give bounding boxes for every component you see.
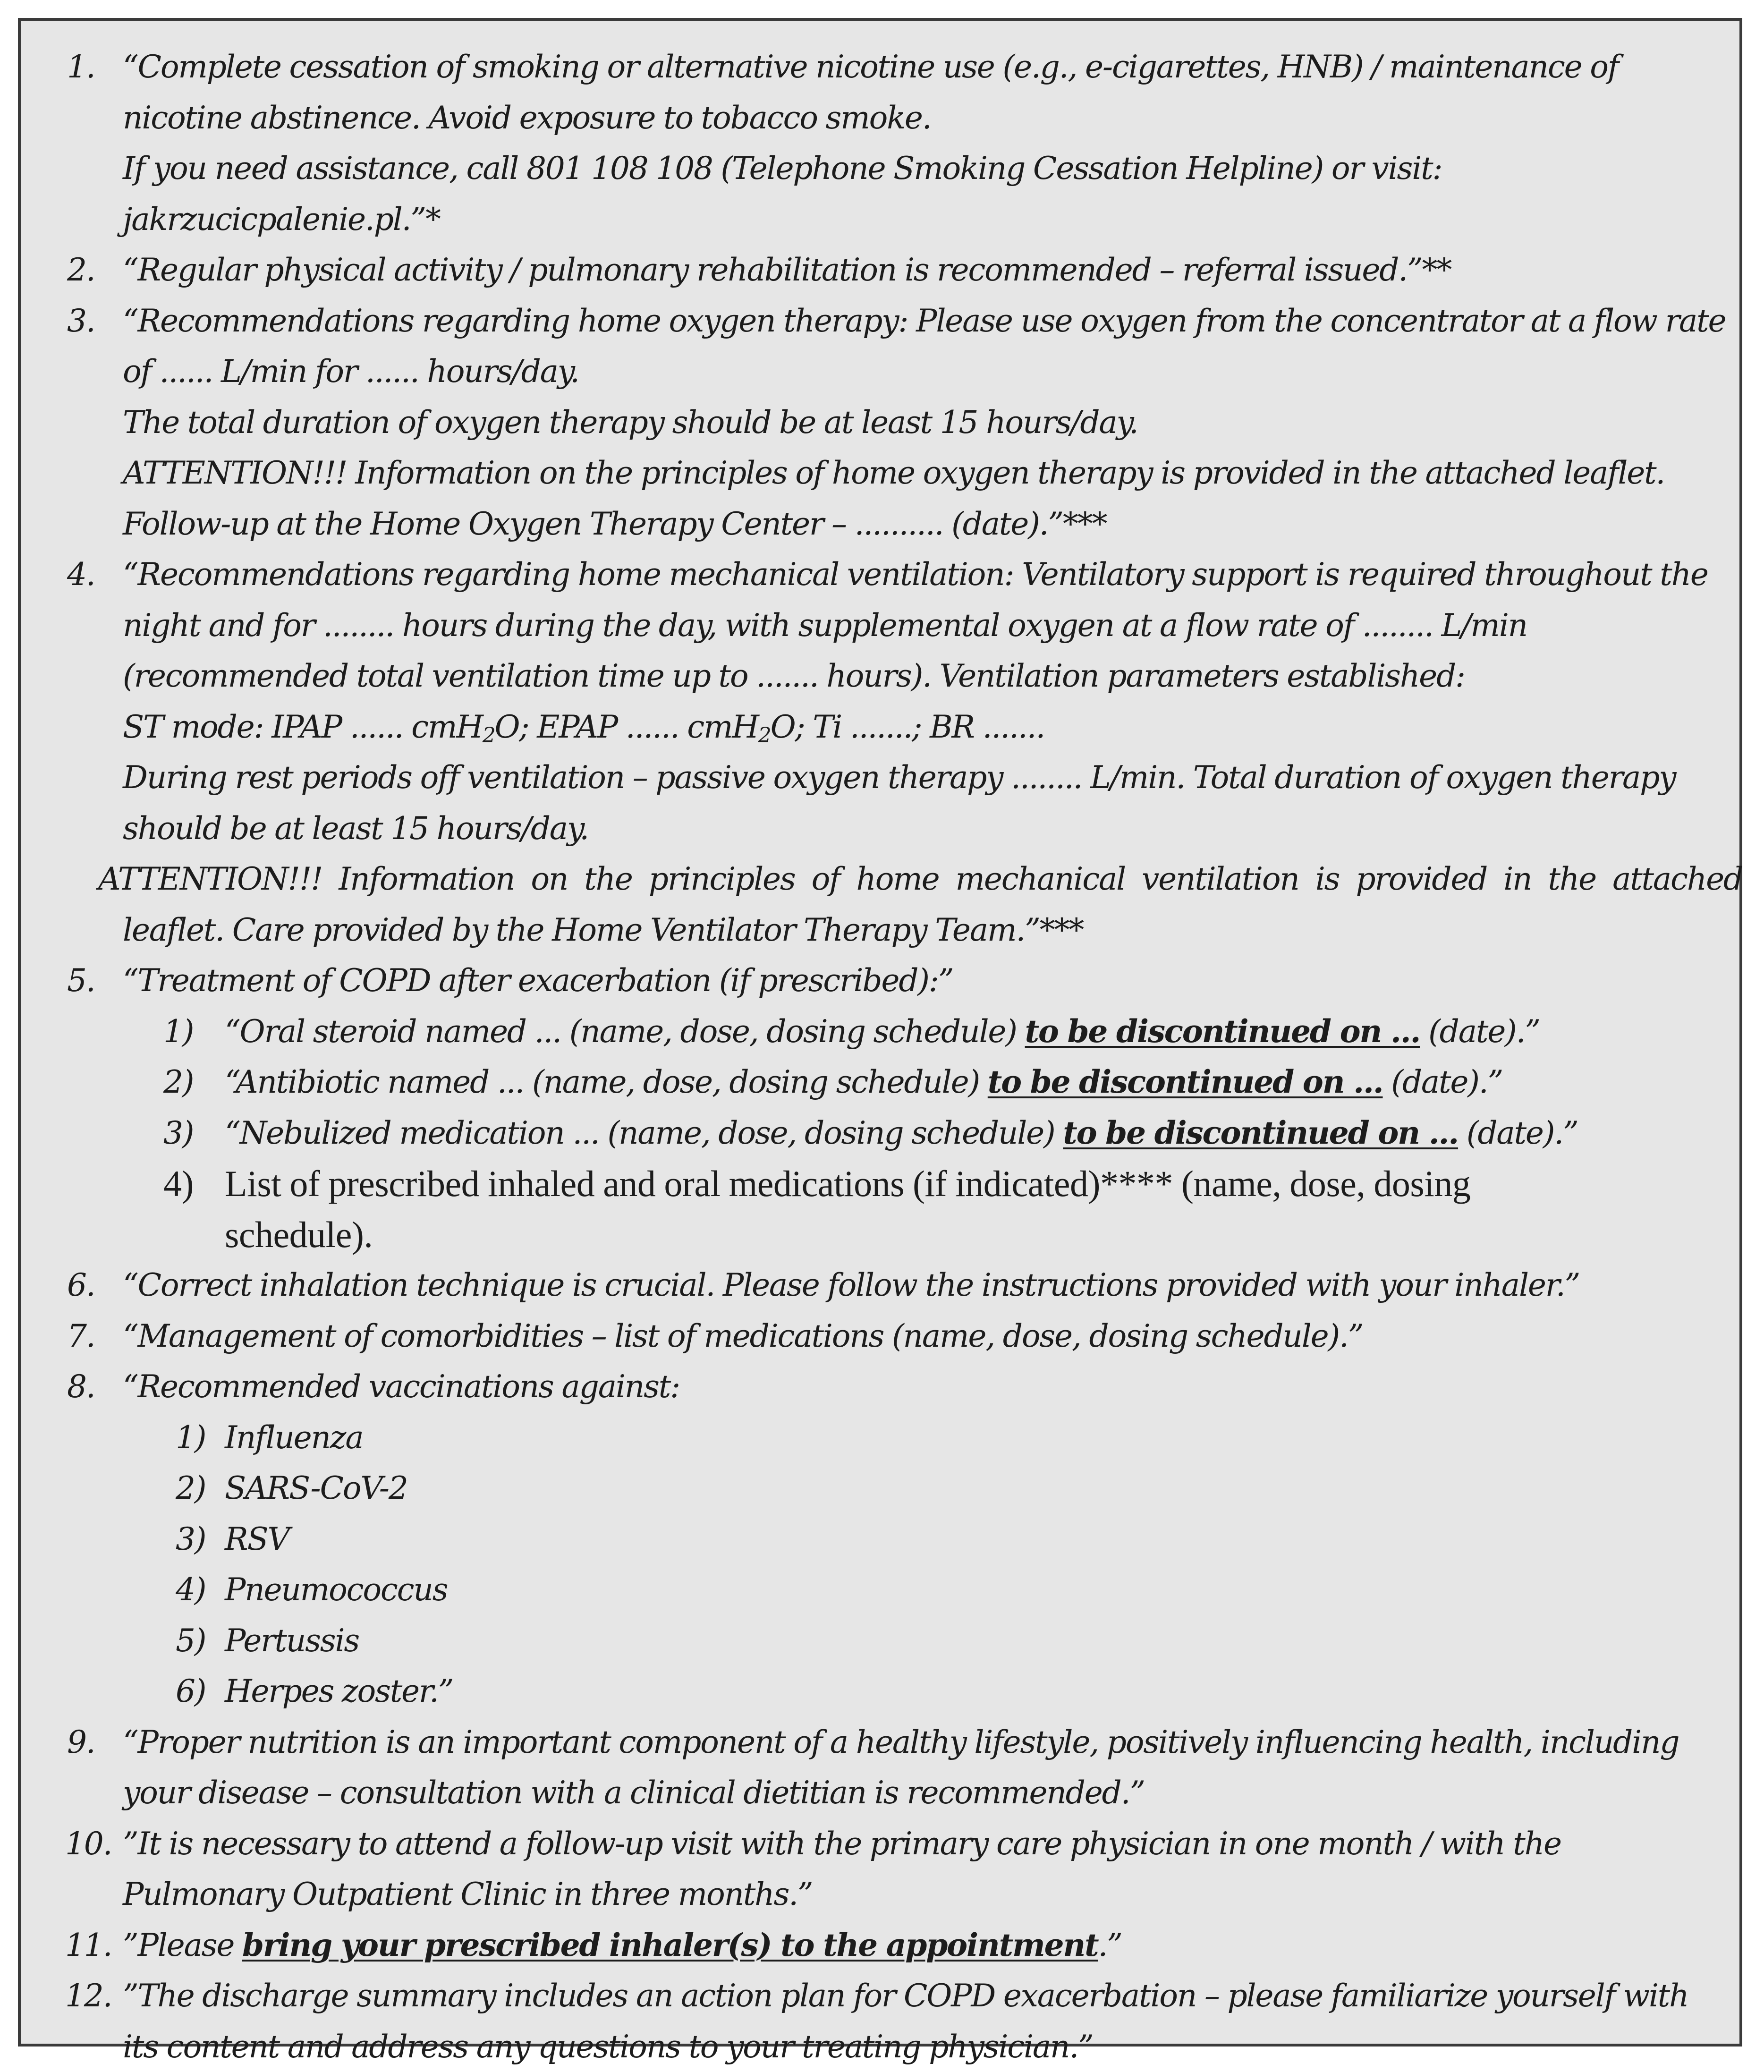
sub-list-item <box>52 1158 1742 1260</box>
item-text: “Proper nutrition is an important component of a healthy lifestyle, positively influencing health, including <box>123 1717 1742 1768</box>
item-number: 7. <box>67 1311 95 1362</box>
vaccine-item <box>52 1463 1742 1514</box>
sub-item-text: (date).” <box>1383 1064 1503 1100</box>
item-text: should be at least 15 hours/day. <box>123 803 1742 854</box>
sub-item-number: 2) <box>163 1057 193 1108</box>
list-item <box>52 1311 1742 1362</box>
list-item <box>52 1920 1742 1971</box>
sub-item-text: “Oral steroid named ... (name, dose, dosing schedule) <box>225 1013 1025 1050</box>
item-text: “Correct inhalation technique is crucial. Please follow the instructions provided with your inhaler.” <box>123 1260 1742 1311</box>
item-text: your disease – consultation with a clinical dietitian is recommended.” <box>123 1767 1742 1818</box>
sub-list-item <box>52 1057 1742 1108</box>
sub-item-text: schedule). <box>225 1209 1742 1260</box>
item-number: 5. <box>67 955 95 1006</box>
item-text: “Complete cessation of smoking or alternative nicotine use (e.g., e-cigarettes, HNB) / maintenance of <box>123 42 1742 93</box>
item-text: its content and address any questions to your treating physician.” <box>123 2021 1742 2072</box>
sub-item-number: 2) <box>176 1463 205 1514</box>
item-text: “Treatment of COPD after exacerbation (if prescribed):” <box>123 955 1742 1006</box>
item-text: “Management of comorbidities – list of medications (name, dose, dosing schedule).” <box>123 1311 1742 1362</box>
item-text: “Recommended vaccinations against: <box>123 1361 1742 1412</box>
vaccine-label: RSV <box>225 1514 1742 1565</box>
emphasis-text: to be discontinued on ... <box>1063 1114 1458 1151</box>
item-text: (recommended total ventilation time up to ....... hours). Ventilation parameters established: <box>123 651 1742 702</box>
sub-item-number: 4) <box>176 1564 205 1615</box>
vaccine-item <box>52 1514 1742 1565</box>
item-number: 1. <box>67 42 95 93</box>
recommendations-box <box>18 18 1742 2047</box>
item-text: night and for ........ hours during the day, with supplemental oxygen at a flow rate of ........ L/min <box>123 600 1742 651</box>
vaccine-item <box>52 1412 1742 1463</box>
item-number: 10. <box>65 1818 111 1869</box>
vaccine-label: Influenza <box>225 1412 1742 1463</box>
item-text: ”It is necessary to attend a follow-up visit with the primary care physician in one month / with the <box>123 1818 1742 1869</box>
item-text: ”The discharge summary includes an action plan for COPD exacerbation – please familiarize yourself with <box>123 1970 1742 2021</box>
vaccine-item <box>52 1666 1742 1717</box>
item-text: Follow-up at the Home Oxygen Therapy Center – .......... (date).”*** <box>123 499 1742 550</box>
sub-item-number: 6) <box>176 1666 205 1717</box>
item-text: jakrzucicpalenie.pl.”* <box>123 194 1742 245</box>
vaccine-item <box>52 1564 1742 1615</box>
sub-list-item <box>52 1006 1742 1057</box>
subscript: 2 <box>758 723 771 747</box>
item-number: 11. <box>65 1920 111 1971</box>
list-item <box>52 296 1742 550</box>
recommendations-list <box>52 42 1742 2072</box>
list-item <box>52 955 1742 1006</box>
list-item <box>52 549 1742 955</box>
sub-list-item <box>52 1108 1742 1159</box>
item-text: leaflet. Care provided by the Home Ventilator Therapy Team.”*** <box>123 905 1742 956</box>
sub-item-text: (date).” <box>1420 1013 1540 1050</box>
emphasis-text: bring your prescribed inhaler(s) to the appointment <box>242 1927 1098 1963</box>
item-text: of ...... L/min for ...... hours/day. <box>123 346 1742 397</box>
vaccine-label: SARS-CoV-2 <box>225 1463 1742 1514</box>
item-text: “Regular physical activity / pulmonary rehabilitation is recommended – referral issued.”** <box>123 245 1742 296</box>
attention-text: ATTENTION!!! Information on the principles of home mechanical ventilation is provided in the attached <box>98 854 1742 905</box>
item-text: ”Please <box>123 1927 242 1963</box>
list-item <box>52 1260 1742 1311</box>
list-item <box>52 1818 1742 1920</box>
list-item <box>52 1717 1742 1818</box>
vaccine-label: Herpes zoster.” <box>225 1666 1742 1717</box>
emphasis-text: to be discontinued on ... <box>988 1063 1383 1100</box>
item-number: 12. <box>65 1970 111 2021</box>
item-text: “Recommendations regarding home oxygen therapy: Please use oxygen from the concentrator at a flow rate <box>123 296 1742 347</box>
vaccine-label: Pneumococcus <box>225 1564 1742 1615</box>
list-item <box>52 42 1742 245</box>
sub-item-text: (date).” <box>1458 1115 1578 1151</box>
sub-item-text: List of prescribed inhaled and oral medications (if indicated)**** (name, dose, dosing <box>225 1158 1742 1209</box>
item-text: The total duration of oxygen therapy should be at least 15 hours/day. <box>123 397 1742 448</box>
item-number: 6. <box>67 1260 95 1311</box>
item-number: 2. <box>67 245 95 296</box>
item-text: ATTENTION!!! Information on the principles of home oxygen therapy is provided in the attached leaflet. <box>123 448 1742 499</box>
sub-item-text: “Antibiotic named ... (name, dose, dosing schedule) <box>225 1064 988 1100</box>
ventilation-parameters <box>123 702 1742 753</box>
list-item <box>52 1970 1742 2072</box>
item-text: “Recommendations regarding home mechanical ventilation: Ventilatory support is required throughout the <box>123 549 1742 600</box>
sub-item-number: 3) <box>163 1108 193 1159</box>
item-text: If you need assistance, call 801 108 108 (Telephone Smoking Cessation Helpline) or visit: <box>123 143 1742 194</box>
vaccine-item <box>52 1615 1742 1666</box>
vaccine-label: Pertussis <box>225 1615 1742 1666</box>
st-mode-text: O; EPAP ...... cmH <box>495 709 758 745</box>
item-text: Pulmonary Outpatient Clinic in three months.” <box>123 1869 1742 1920</box>
sub-item-text: “Nebulized medication ... (name, dose, dosing schedule) <box>225 1115 1063 1151</box>
sub-item-number: 1) <box>176 1412 205 1463</box>
item-number: 8. <box>67 1361 95 1412</box>
subscript: 2 <box>483 723 495 747</box>
emphasis-text: to be discontinued on ... <box>1025 1013 1420 1050</box>
sub-item-number: 5) <box>176 1615 205 1666</box>
item-number: 4. <box>67 549 95 600</box>
st-mode-text: O; Ti .......; BR ....... <box>771 709 1045 745</box>
st-mode-text: ST mode: IPAP ...... cmH <box>123 709 483 745</box>
list-item <box>52 245 1742 296</box>
sub-item-number: 1) <box>163 1006 193 1057</box>
sub-item-number: 4) <box>163 1158 194 1209</box>
item-text: nicotine abstinence. Avoid exposure to tobacco smoke. <box>123 93 1742 144</box>
list-item <box>52 1361 1742 1412</box>
item-text: During rest periods off ventilation – passive oxygen therapy ........ L/min. Total duration of oxygen therapy <box>123 752 1742 803</box>
item-text: .” <box>1098 1927 1121 1963</box>
item-number: 3. <box>67 296 95 347</box>
item-number: 9. <box>67 1717 95 1768</box>
sub-item-number: 3) <box>176 1514 205 1565</box>
